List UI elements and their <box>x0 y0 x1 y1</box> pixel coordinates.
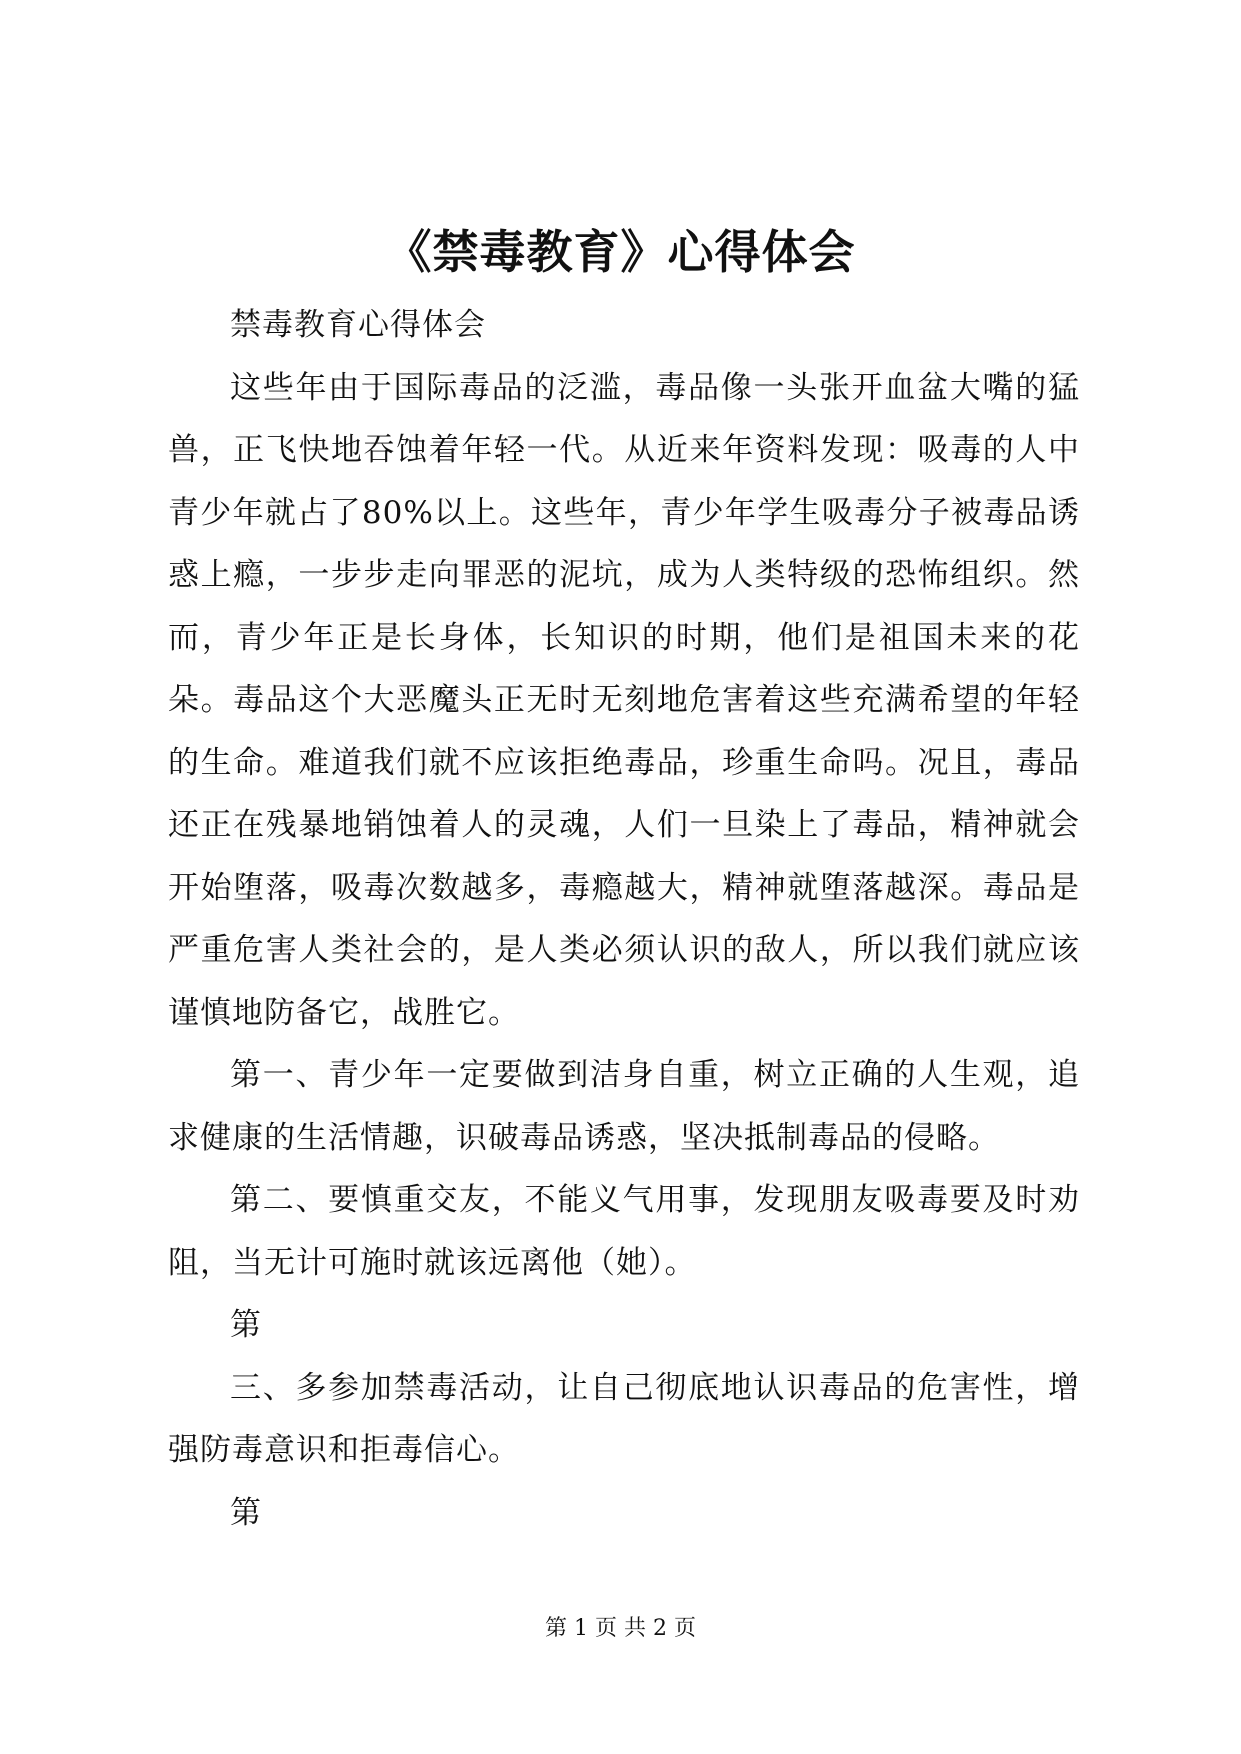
paragraph-point-one: 第一、青少年一定要做到洁身自重，树立正确的人生观，追求健康的生活情趣，识破毒品诱惑，坚决抵制毒品的侵略。 <box>168 1057 1080 1156</box>
document-body <box>168 294 1080 1544</box>
document-title: 《禁毒教育》心得体会 <box>385 225 856 279</box>
paragraph-subtitle: 禁毒教育心得体会 <box>230 307 486 343</box>
page-footer: 第 1 页 共 2 页 <box>545 1616 696 1641</box>
paragraph-point-three: 三、多参加禁毒活动，让自己彻底地认识毒品的危害性，增强防毒意识和拒毒信心。 <box>168 1369 1080 1468</box>
paragraph-intro: 这些年由于国际毒品的泛滥，毒品像一头张开血盆大嘴的猛兽，正飞快地吞蚀着年轻一代。从近来年资料发现：吸毒的人中青少年就占了80%以上。这些年，青少年学生吸毒分子被毒品诱惑上瘾，一步步走向罪恶的泥坑，成为人类特级的恐怖组织。然而，青少年正是长身体，长知识的时期，他们是祖国未来的花朵。毒品这个大恶魔头正无时无刻地危害着这些充满希望的年轻的生命。难道我们就不应该拒绝毒品，珍重生命吗。况且，毒品还正在残暴地销蚀着人的灵魂，人们一旦染上了毒品，精神就会开始堕落，吸毒次数越多，毒瘾越大，精神就堕落越深。毒品是严重危害人类社会的，是人类必须认识的敌人，所以我们就应该谨慎地防备它，战胜它。 <box>168 369 1080 1031</box>
paragraph-point-two: 第二、要慎重交友，不能义气用事，发现朋友吸毒要及时劝阻，当无计可施时就该远离他（她）。 <box>168 1182 1080 1281</box>
paragraph-fragment: 第 <box>230 1307 262 1343</box>
paragraph-fragment-end: 第 <box>230 1494 262 1531</box>
